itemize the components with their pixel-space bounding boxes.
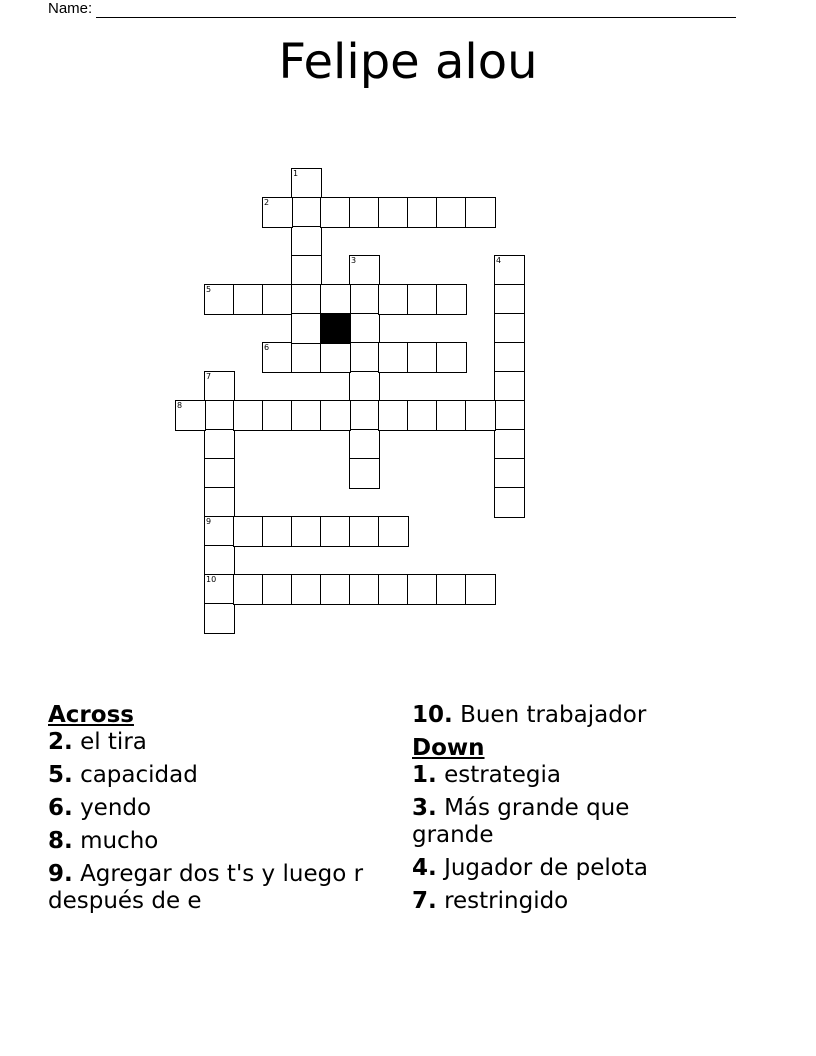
clue-number: 2 [264,198,270,207]
clue-number: 5 [206,285,212,294]
grid-cell[interactable] [291,168,322,199]
grid-cell[interactable] [378,342,409,373]
grid-cell[interactable] [436,197,467,228]
clue-number: 1 [293,169,299,178]
grid-cell[interactable] [407,284,438,315]
grid-cell[interactable] [291,313,322,344]
grid-cell[interactable] [494,313,525,344]
grid-cell[interactable] [349,342,380,373]
grid-cell[interactable] [291,197,322,228]
across-heading: Across [48,702,134,728]
clue-across-5: 5. capacidad [48,762,198,788]
grid-cell[interactable] [204,284,235,315]
grid-cell[interactable] [378,516,409,547]
grid-cell[interactable] [320,197,351,228]
grid-cell[interactable] [204,574,235,605]
clue-across-9: 9. Agregar dos t's y luego r después de e [48,861,364,914]
grid-cell[interactable] [320,574,351,605]
grid-cell[interactable] [349,400,380,431]
grid-cell[interactable] [349,313,380,344]
grid-cell[interactable] [465,400,496,431]
clues-column-left [48,702,383,921]
grid-cell[interactable] [349,255,380,286]
grid-cell[interactable] [291,574,322,605]
grid-cell[interactable] [204,429,235,460]
grid-cell[interactable] [378,574,409,605]
grid-cell[interactable] [378,400,409,431]
grid-cell[interactable] [349,458,380,489]
clue-down-1: 1. estrategia [412,762,562,788]
clue-number: 8 [177,401,183,410]
clue-across-8: 8. mucho [48,828,159,854]
grid-cell[interactable] [291,516,322,547]
grid-cell[interactable] [436,284,467,315]
grid-cell[interactable] [494,429,525,460]
grid-cell[interactable] [262,342,293,373]
grid-cell[interactable] [175,400,206,431]
clue-number: 6 [264,343,270,352]
grid-cell[interactable] [378,284,409,315]
grid-cell[interactable] [262,284,293,315]
grid-cell[interactable] [204,400,235,431]
grid-cell[interactable] [349,429,380,460]
grid-cell[interactable] [436,400,467,431]
grid-cell-black [320,313,351,344]
grid-cell[interactable] [233,574,264,605]
grid-cell[interactable] [349,516,380,547]
grid-cell[interactable] [349,371,380,402]
clue-number: 10 [206,575,217,584]
grid-cell[interactable] [291,400,322,431]
grid-cell[interactable] [291,284,322,315]
grid-cell[interactable] [494,284,525,315]
grid-cell[interactable] [204,545,235,576]
clue-across-2: 2. el tira [48,729,147,755]
clue-down-4: 4. Jugador de pelota [412,855,648,881]
grid-cell[interactable] [291,342,322,373]
clue-across-10: 10. Buen trabajador [412,702,647,728]
grid-cell[interactable] [465,197,496,228]
grid-cell[interactable] [494,487,525,518]
grid-cell[interactable] [494,371,525,402]
grid-cell[interactable] [204,516,235,547]
grid-cell[interactable] [349,284,380,315]
clue-number: 4 [496,256,502,265]
grid-cell[interactable] [378,197,409,228]
page-title: Felipe alou [278,34,538,90]
clue-number: 3 [351,256,357,265]
grid-cell[interactable] [204,603,235,634]
grid-cell[interactable] [320,284,351,315]
grid-cell[interactable] [291,255,322,286]
grid-cell[interactable] [494,458,525,489]
grid-cell[interactable] [262,197,293,228]
clue-down-7: 7. restringido [412,888,569,914]
grid-cell[interactable] [494,255,525,286]
grid-cell[interactable] [465,574,496,605]
grid-cell[interactable] [233,400,264,431]
grid-cell[interactable] [436,574,467,605]
grid-cell[interactable] [407,400,438,431]
grid-cell[interactable] [262,400,293,431]
grid-cell[interactable] [262,574,293,605]
grid-cell[interactable] [291,226,322,257]
grid-cell[interactable] [233,516,264,547]
grid-cell[interactable] [320,400,351,431]
grid-cell[interactable] [349,197,380,228]
grid-cell[interactable] [204,371,235,402]
grid-cell[interactable] [436,342,467,373]
grid-cell[interactable] [320,342,351,373]
grid-cell[interactable] [494,400,525,431]
grid-cell[interactable] [407,574,438,605]
name-label: Name: [48,0,93,17]
clue-number: 9 [206,517,212,526]
clue-across-6: 6. yendo [48,795,152,821]
grid-cell[interactable] [233,284,264,315]
clue-down-3: 3. Más grande que grande [412,795,630,848]
grid-cell[interactable] [204,487,235,518]
grid-cell[interactable] [204,458,235,489]
down-heading: Down [412,735,485,761]
clue-number: 7 [206,372,212,381]
grid-cell[interactable] [407,342,438,373]
grid-cell[interactable] [320,516,351,547]
grid-cell[interactable] [262,516,293,547]
grid-cell[interactable] [494,342,525,373]
grid-cell[interactable] [407,197,438,228]
clues-column-right [412,702,712,921]
grid-cell[interactable] [349,574,380,605]
